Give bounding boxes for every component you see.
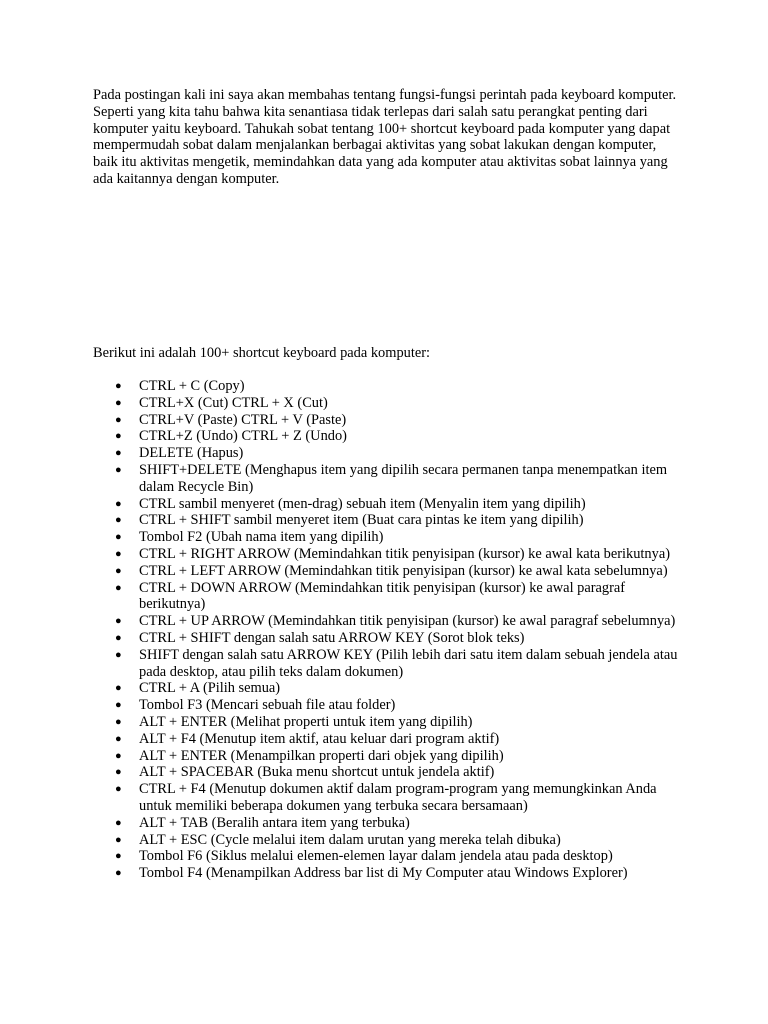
list-item (93, 428, 683, 445)
list-item (93, 512, 683, 529)
bullet-icon: ● (115, 463, 122, 476)
shortcut-text: ALT + ESC (Cycle melalui item dalam urutan yang mereka telah dibuka) (139, 831, 561, 848)
list-item (93, 563, 683, 580)
list-item (93, 546, 683, 563)
bullet-icon: ● (115, 547, 122, 560)
list-item (93, 529, 683, 546)
list-item (93, 496, 683, 513)
list-item (93, 764, 683, 781)
bullet-icon: ● (115, 715, 122, 728)
list-lead-text: Berikut ini adalah 100+ shortcut keyboard pada komputer: (93, 345, 431, 361)
list-item (93, 445, 683, 462)
bullet-icon: ● (115, 749, 122, 762)
shortcut-text: CTRL + RIGHT ARROW (Memindahkan titik penyisipan (kursor) ke awal kata berikutnya) (139, 545, 671, 562)
bullet-icon: ● (115, 699, 122, 712)
shortcut-text: CTRL + DOWN ARROW (Memindahkan titik penyisipan (kursor) ke awal paragraf berikutnya) (139, 579, 626, 613)
shortcut-text: ALT + F4 (Menutup item aktif, atau keluar dari program aktif) (139, 730, 500, 747)
list-item (93, 781, 683, 815)
bullet-icon: ● (115, 380, 122, 392)
list-item (93, 714, 683, 731)
shortcut-text: CTRL+V (Paste) CTRL + V (Paste) (139, 411, 347, 428)
list-item (93, 378, 683, 395)
shortcut-text: Tombol F4 (Menampilkan Address bar list di My Computer atau Windows Explorer) (139, 865, 628, 882)
list-item (93, 680, 683, 697)
shortcut-text: CTRL + UP ARROW (Memindahkan titik penyisipan (kursor) ke awal paragraf sebelumnya) (139, 613, 676, 630)
bullet-icon: ● (115, 732, 122, 745)
list-item (93, 865, 683, 882)
list-item (93, 613, 683, 630)
list-item (93, 815, 683, 832)
list-item (93, 832, 683, 849)
bullet-icon: ● (115, 816, 122, 829)
bullet-icon: ● (115, 531, 122, 544)
bullet-icon: ● (115, 766, 122, 779)
bullet-icon: ● (115, 447, 122, 460)
list-item (93, 731, 683, 748)
shortcut-text: DELETE (Hapus) (139, 445, 244, 462)
shortcut-text: CTRL + F4 (Menutup dokumen aktif dalam program-program yang memungkinkan Anda untuk memiliki beberapa dokumen yang terbuka secara bersamaan) (139, 781, 657, 814)
shortcut-text: CTRL + SHIFT sambil menyeret item (Buat cara pintas ke item yang dipilih) (139, 512, 584, 529)
shortcut-text: CTRL + LEFT ARROW (Memindahkan titik penyisipan (kursor) ke awal kata sebelumnya) (139, 562, 668, 579)
list-item (93, 580, 683, 614)
bullet-icon: ● (115, 430, 122, 443)
list-item (93, 748, 683, 765)
list-item (93, 412, 683, 429)
shortcut-text: CTRL + C (Copy) (139, 378, 245, 394)
bullet-icon: ● (115, 631, 122, 644)
shortcut-text: Tombol F6 (Siklus melalui elemen-elemen layar dalam jendela atau pada desktop) (139, 848, 613, 865)
list-item (93, 848, 683, 865)
list-item (93, 462, 683, 496)
bullet-icon: ● (115, 497, 122, 510)
shortcut-text: CTRL sambil menyeret (men-drag) sebuah item (Menyalin item yang dipilih) (139, 495, 586, 512)
bullet-icon: ● (115, 833, 122, 846)
bullet-icon: ● (115, 867, 122, 880)
bullet-icon: ● (115, 615, 122, 628)
bullet-icon: ● (115, 514, 122, 527)
shortcut-text: Tombol F3 (Mencari sebuah file atau folder) (139, 697, 396, 714)
shortcut-text: CTRL + SHIFT dengan salah satu ARROW KEY (Sorot blok teks) (139, 629, 525, 646)
bullet-icon: ● (115, 783, 122, 796)
shortcut-text: ALT + SPACEBAR (Buka menu shortcut untuk jendela aktif) (139, 764, 495, 781)
bullet-icon: ● (115, 850, 122, 863)
shortcut-text: Tombol F2 (Ubah nama item yang dipilih) (139, 529, 384, 546)
shortcut-text: ALT + ENTER (Melihat properti untuk item yang dipilih) (139, 713, 473, 730)
shortcut-text: ALT + ENTER (Menampilkan properti dari objek yang dipilih) (139, 747, 504, 764)
shortcut-text: ALT + TAB (Beralih antara item yang terbuka) (139, 814, 410, 831)
shortcut-text: CTRL + A (Pilih semua) (139, 680, 281, 697)
shortcut-text: CTRL+Z (Undo) CTRL + Z (Undo) (139, 428, 347, 445)
bullet-icon: ● (115, 581, 122, 594)
shortcut-text: SHIFT+DELETE (Menghapus item yang dipilih secara permanen tanpa menempatkan item dalam Recycle Bin) (139, 461, 668, 495)
shortcut-text: SHIFT dengan salah satu ARROW KEY (Pilih lebih dari satu item dalam sebuah jendela atau pada desktop, atau pilih teks dalam dokumen) (139, 646, 678, 680)
bullet-icon: ● (115, 564, 122, 577)
list-item (93, 647, 683, 681)
list-item (93, 630, 683, 647)
bullet-icon: ● (115, 648, 122, 661)
bullet-icon: ● (115, 396, 122, 409)
list-item (93, 697, 683, 714)
bullet-icon: ● (115, 413, 122, 426)
list-item (93, 395, 683, 412)
shortcut-text: CTRL+X (Cut) CTRL + X (Cut) (139, 394, 328, 411)
intro-paragraph: Pada postingan kali ini saya akan membahas tentang fungsi-fungsi perintah pada keyboard komputer. Seperti yang kita tahu bahwa kita senantiasa tidak terlepas dari salah satu perangkat penting dari komputer yaitu keyboard. Tahukah sobat tentang 100+ shortcut keyboard pada komputer yang dapat mempermudah sobat dalam menjalankan berbagai aktivitas yang sobat lakukan dengan komputer, baik itu aktivitas mengetik, memindahkan data yang ada komputer atau aktivitas sobat lainnya yang ada kaitannya dengan komputer. (93, 87, 677, 187)
shortcut-list (93, 378, 683, 882)
bullet-icon: ● (115, 682, 122, 695)
